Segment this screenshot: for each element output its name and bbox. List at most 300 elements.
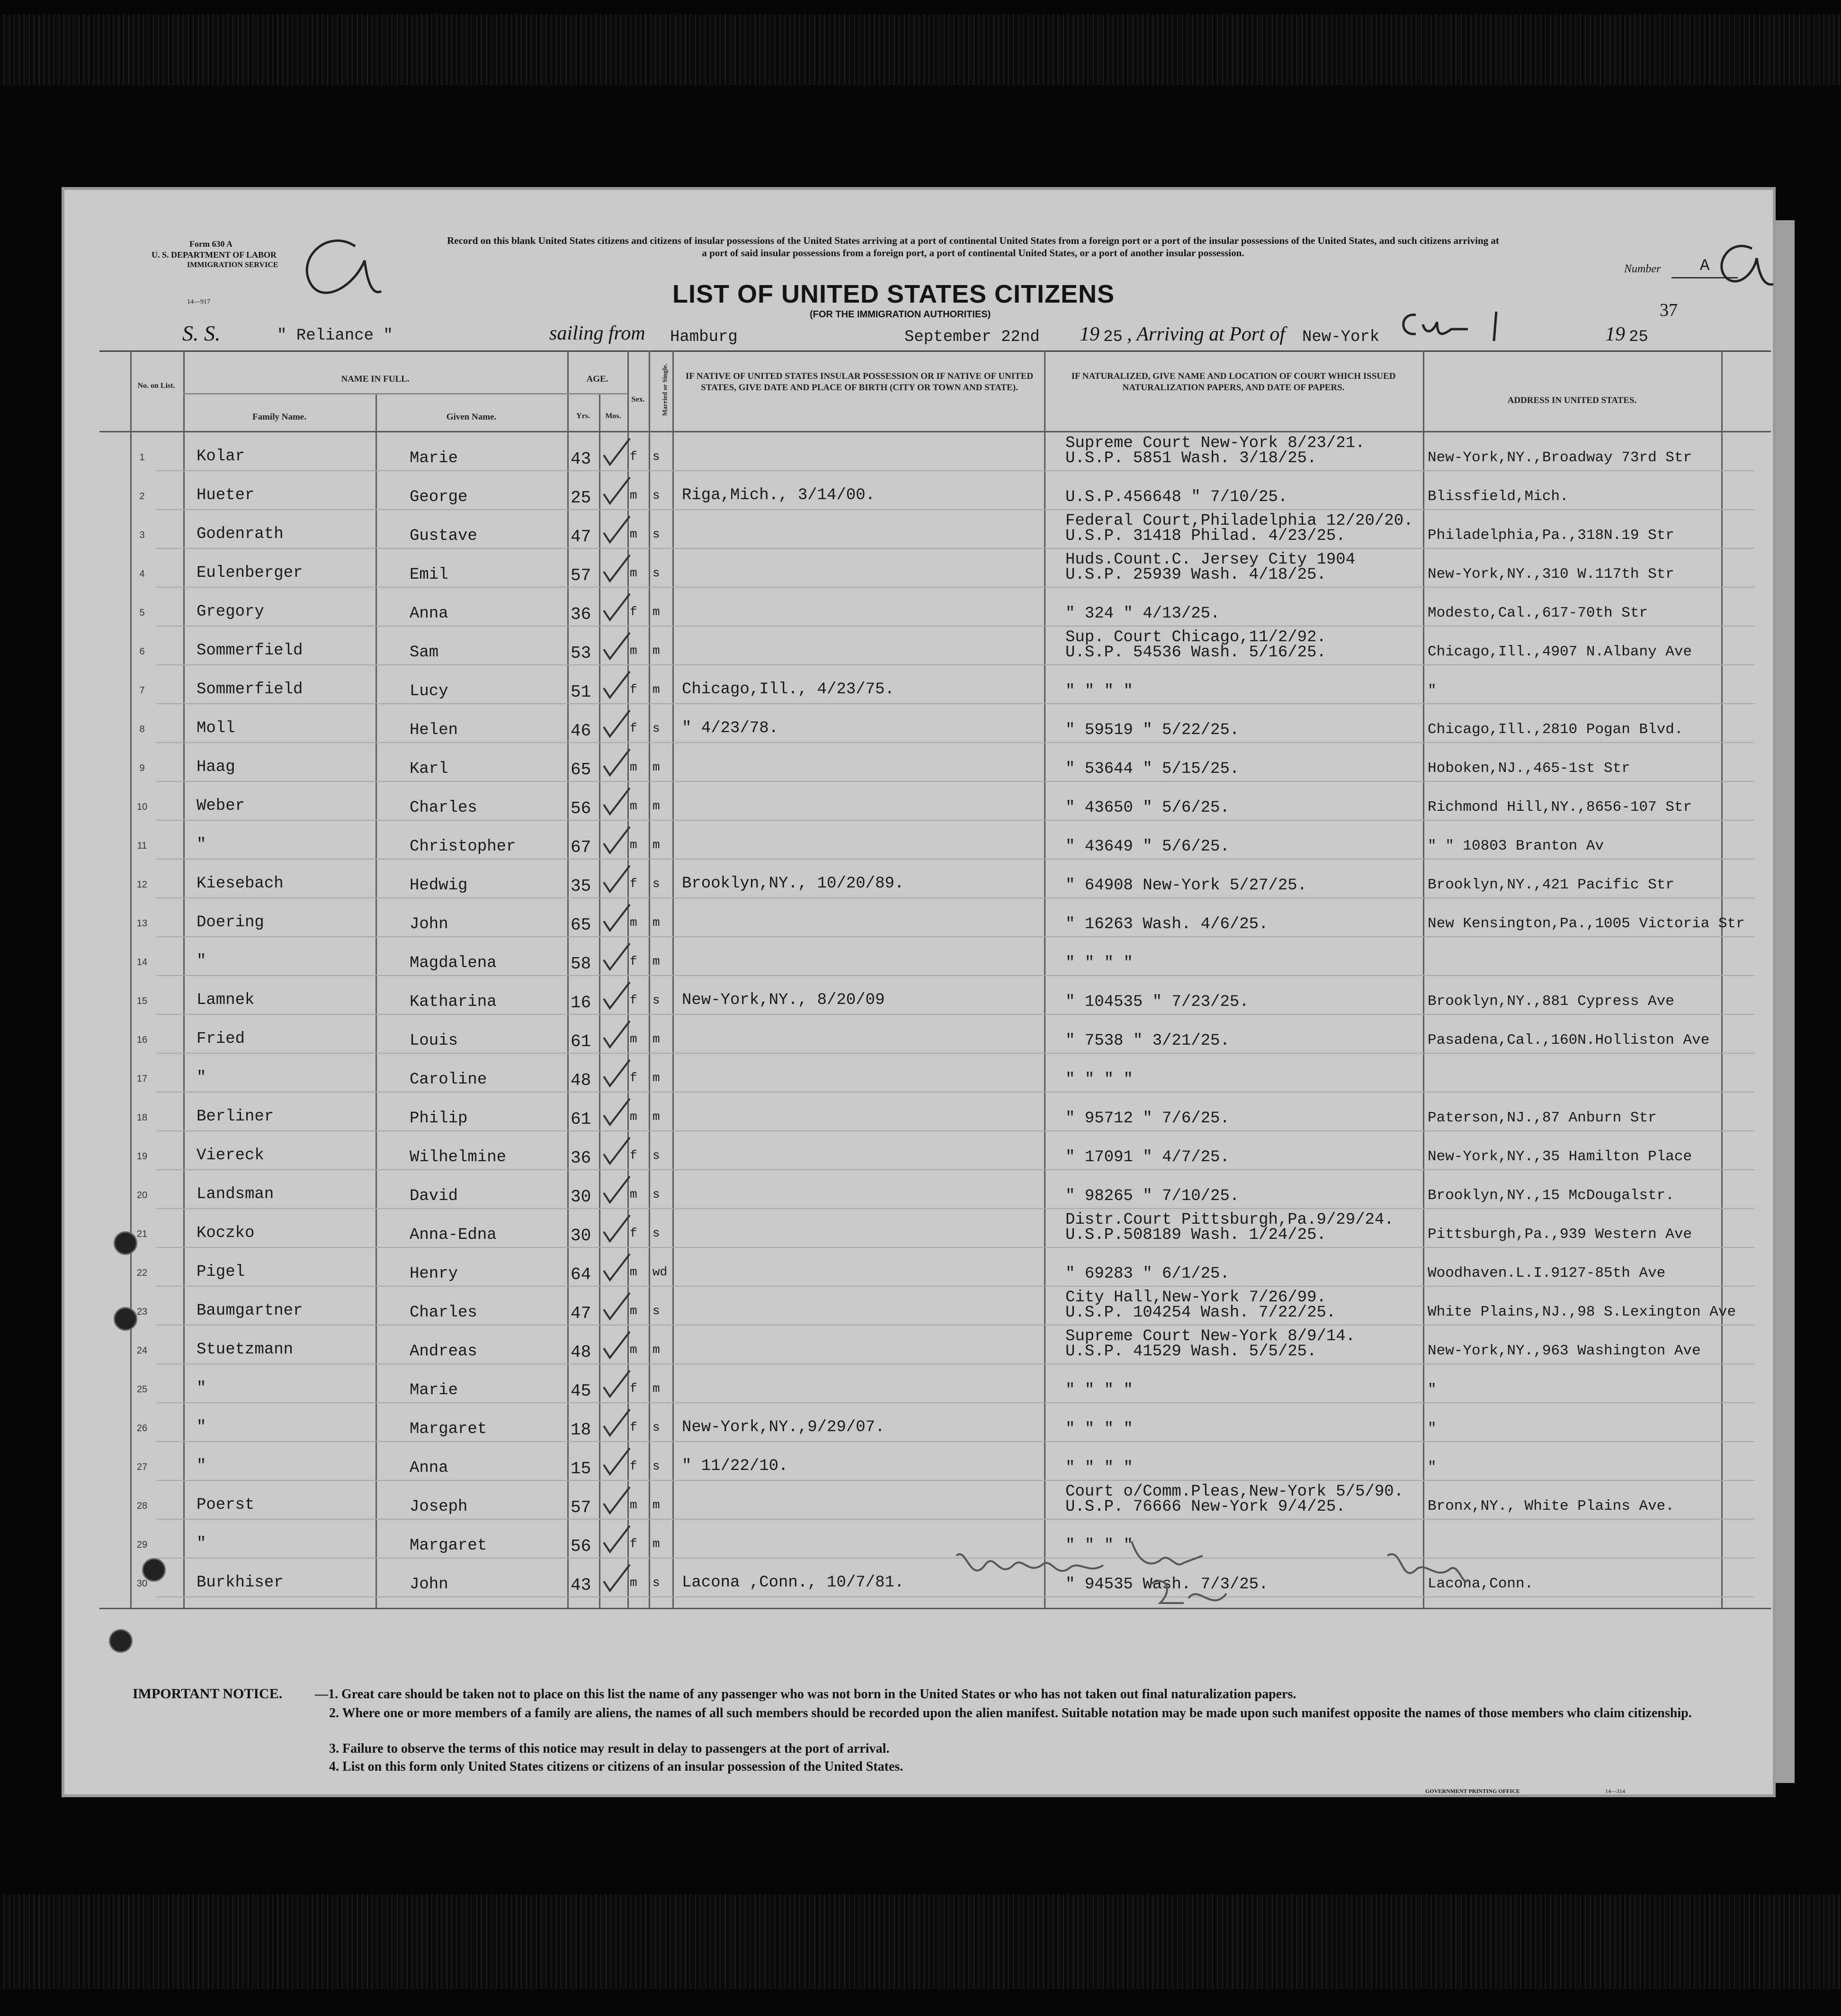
check-mark (601, 1329, 635, 1362)
sex: f (630, 1381, 637, 1396)
us-address: Philadelphia,Pa.,318N.19 Str (1428, 527, 1674, 544)
family-name: Kolar (197, 448, 245, 466)
check-mark (601, 669, 635, 702)
printing-office: GOVERNMENT PRINTING OFFICE (1425, 1788, 1520, 1794)
page-number: 37 (1660, 300, 1678, 320)
row-number: 4 (139, 569, 145, 579)
col-rule-address (1423, 350, 1424, 1608)
col-address: ADDRESS IN UNITED STATES. (1507, 395, 1637, 405)
row-rule (156, 1363, 1754, 1364)
row-rule (156, 1519, 1754, 1520)
us-address: New Kensington,Pa.,1005 Victoria Str (1428, 915, 1745, 932)
marital-status: m (652, 605, 660, 619)
year-prefix-to: 19 (1605, 323, 1625, 345)
naturalization-papers: U.S.P. 76666 New-York 9/4/25. (1065, 1498, 1346, 1516)
row-number: 12 (136, 879, 148, 890)
row-number: 26 (136, 1423, 148, 1434)
us-address: Chicago,Ill.,4907 N.Albany Ave (1428, 644, 1692, 660)
marital-status: m (652, 1381, 660, 1396)
naturalization-court: Federal Court,Philadelphia 12/20/20. (1065, 512, 1413, 530)
sex: m (630, 1343, 637, 1357)
check-mark (601, 980, 635, 1013)
col-rule-given (375, 393, 377, 1608)
age-years: 16 (571, 993, 591, 1012)
inspector-signature (947, 1527, 1492, 1622)
given-name: Charles (410, 799, 477, 817)
department: U. S. DEPARTMENT OF LABOR (152, 250, 277, 260)
sex: f (630, 1420, 637, 1434)
naturalization-papers: " 43649 " 5/6/25. (1065, 838, 1230, 856)
col-name-in-full: NAME IN FULL. (341, 374, 410, 384)
row-number: 9 (139, 763, 145, 773)
age-years: 30 (571, 1187, 591, 1207)
sex: m (630, 488, 637, 502)
marital-status: m (652, 954, 660, 968)
naturalization-court: Supreme Court New-York 8/9/14. (1065, 1327, 1356, 1345)
age-years: 25 (571, 488, 591, 508)
row-number: 14 (136, 957, 148, 968)
marital-status: wd (652, 1265, 668, 1279)
sheet-edge (1776, 220, 1795, 1783)
row-number: 2 (139, 491, 145, 502)
naturalization-papers: U.S.P. 25939 Wash. 4/18/25. (1065, 566, 1326, 584)
row-number: 19 (136, 1151, 148, 1162)
naturalization-court: Court o/Comm.Pleas,New-York 5/5/90. (1065, 1483, 1404, 1501)
age-years: 56 (571, 1537, 591, 1556)
family-name: Fried (197, 1030, 245, 1048)
family-name: Kiesebach (197, 875, 284, 893)
age-years: 47 (571, 1304, 591, 1323)
date-from: September 22nd (904, 328, 1040, 346)
family-name: Gregory (197, 603, 264, 621)
sex: f (630, 605, 637, 619)
naturalization-papers: U.S.P. 41529 Wash. 5/5/25. (1065, 1343, 1317, 1361)
us-address: White Plains,NJ.,98 S.Lexington Ave (1428, 1304, 1736, 1320)
ss-label: S. S. (182, 321, 221, 345)
marital-status: s (652, 527, 660, 541)
family-name: Lamnek (197, 991, 255, 1009)
family-name: " (197, 1535, 206, 1553)
age-years: 36 (571, 605, 591, 624)
manifest-sheet (62, 187, 1776, 1797)
row-number: 30 (136, 1578, 148, 1589)
us-address: Pasadena,Cal.,160N.Holliston Ave (1428, 1032, 1710, 1048)
naturalization-papers: " " " " (1065, 1420, 1133, 1438)
marital-status: m (652, 915, 660, 930)
sex: f (630, 993, 637, 1007)
us-address: " (1428, 1420, 1437, 1437)
row-rule (156, 1130, 1754, 1131)
col-married-single: Married or Single. (661, 363, 669, 416)
row-rule (156, 703, 1754, 704)
us-address: Lacona,Conn. (1428, 1576, 1534, 1592)
marital-status: m (652, 1032, 660, 1046)
naturalization-papers: " " " " (1065, 954, 1133, 972)
age-years: 43 (571, 1576, 591, 1595)
us-address: Blissfield,Mich. (1428, 488, 1569, 505)
given-name: Andreas (410, 1343, 477, 1361)
family-name: " (197, 1069, 206, 1087)
binder-hole (142, 1558, 166, 1582)
form-title: LIST OF UNITED STATES CITIZENS (672, 280, 1115, 308)
age-years: 61 (571, 1110, 591, 1129)
given-name: Caroline (410, 1071, 487, 1089)
age-years: 35 (571, 877, 591, 896)
row-number: 6 (139, 646, 145, 657)
given-name: Anna-Edna (410, 1226, 497, 1244)
birth-place-date: Brooklyn,NY., 10/20/89. (682, 875, 904, 893)
row-number: 5 (139, 608, 145, 618)
age-years: 53 (571, 644, 591, 663)
family-name: " (197, 1380, 206, 1398)
form-subtitle: (FOR THE IMMIGRATION AUTHORITIES) (810, 309, 991, 320)
row-number: 27 (136, 1462, 148, 1472)
given-name: Charles (410, 1304, 477, 1322)
given-name: Magdalena (410, 954, 497, 972)
row-rule (156, 548, 1754, 549)
age-years: 47 (571, 527, 591, 547)
col-yrs: Yrs. (576, 412, 590, 420)
family-name: Hueter (197, 486, 255, 504)
row-rule (156, 936, 1754, 937)
col-rule-birth (672, 350, 674, 1608)
naturalization-papers: " 324 " 4/13/25. (1065, 605, 1220, 623)
marital-status: m (652, 1071, 660, 1085)
family-name: " (197, 952, 206, 970)
year-from: 25 (1103, 328, 1123, 346)
given-name: Sam (410, 644, 439, 662)
naturalization-papers: " " " " (1065, 1381, 1133, 1399)
marital-status: m (652, 1110, 660, 1124)
marital-status: s (652, 1420, 660, 1434)
us-address: New-York,NY.,Broadway 73rd Str (1428, 449, 1692, 466)
us-address: " " 10803 Branton Av (1428, 838, 1604, 854)
given-name: David (410, 1187, 458, 1205)
naturalization-papers: " 7538 " 3/21/25. (1065, 1032, 1230, 1050)
sex: f (630, 1226, 637, 1240)
number-value: A (1700, 257, 1710, 275)
given-name: Christopher (410, 838, 516, 856)
age-years: 57 (571, 566, 591, 585)
row-rule (156, 509, 1754, 510)
year-to: 25 (1629, 328, 1648, 346)
row-rule (156, 1014, 1754, 1015)
naturalization-court: City Hall,New-York 7/26/99. (1065, 1289, 1326, 1307)
sex: m (630, 1498, 637, 1512)
row-number: 11 (137, 841, 147, 851)
us-address: New-York,NY.,310 W.117th Str (1428, 566, 1674, 582)
us-address: Brooklyn,NY.,421 Pacific Str (1428, 877, 1674, 893)
naturalization-papers: " " " " (1065, 1459, 1133, 1477)
family-name: Weber (197, 797, 245, 815)
check-mark (601, 514, 635, 547)
given-name: George (410, 488, 468, 506)
row-number: 25 (136, 1384, 148, 1395)
naturalization-papers: U.S.P. 5851 Wash. 3/18/25. (1065, 449, 1317, 467)
binder-hole (114, 1307, 137, 1331)
sailing-from-label: sailing from (549, 323, 645, 344)
naturalization-papers: " 69283 " 6/1/25. (1065, 1265, 1230, 1283)
age-years: 64 (571, 1265, 591, 1284)
marital-status: m (652, 799, 660, 813)
row-number: 7 (139, 685, 145, 696)
check-mark (601, 941, 635, 974)
row-number: 28 (136, 1501, 148, 1511)
marital-status: s (652, 721, 660, 735)
record-note: Record on this blank United States citizens and citizens of insular possessions of the United States arriving at a port of continental United States from a foreign port or a port of the insular possessions of the United States, and such citizens arriving at a port of said insular possessions from a foreign port, a port of continental United States, or a port of another insular possession. (447, 235, 1499, 259)
sex: m (630, 1032, 637, 1046)
col-no: No. on List. (137, 382, 175, 390)
row-number: 20 (136, 1190, 148, 1201)
check-mark (601, 591, 635, 625)
naturalization-papers: U.S.P. 54536 Wash. 5/16/25. (1065, 644, 1326, 662)
naturalization-papers: " " " " (1065, 1537, 1133, 1555)
row-rule (156, 1169, 1754, 1170)
check-mark (601, 553, 635, 586)
sex: f (630, 1071, 637, 1085)
notice-item-3: 3. Failure to observe the terms of this notice may result in delay to passengers at the port of arrival. (329, 1741, 890, 1756)
sex: f (630, 877, 637, 891)
marital-status: s (652, 1148, 660, 1163)
row-number: 21 (136, 1229, 148, 1239)
row-number: 23 (136, 1307, 148, 1317)
year-prefix-from: 19 (1080, 323, 1099, 345)
marital-status: s (652, 993, 660, 1007)
binder-hole (114, 1231, 137, 1255)
handwritten-letter-a (284, 232, 384, 303)
family-name: Berliner (197, 1108, 274, 1126)
sex: f (630, 721, 637, 735)
age-years: 18 (571, 1420, 591, 1440)
naturalization-papers: " 17091 " 4/7/25. (1065, 1148, 1230, 1166)
row-rule (156, 1092, 1754, 1093)
naturalization-papers: " 53644 " 5/15/25. (1065, 760, 1240, 778)
us-address: " (1428, 1459, 1437, 1476)
marital-status: m (652, 682, 660, 697)
row-rule (156, 1247, 1754, 1248)
us-address: Richmond Hill,NY.,8656-107 Str (1428, 799, 1692, 815)
naturalization-court: Sup. Court Chicago,11/2/92. (1065, 628, 1326, 646)
row-number: 17 (136, 1074, 148, 1084)
check-mark (601, 1019, 635, 1052)
row-number: 3 (139, 530, 145, 540)
sex: m (630, 915, 637, 930)
age-years: 51 (571, 682, 591, 702)
us-address: " (1428, 1381, 1437, 1398)
sex: m (630, 799, 637, 813)
birth-place-date: New-York,NY., 8/20/09 (682, 991, 885, 1009)
check-mark (601, 1174, 635, 1207)
age-years: 45 (571, 1381, 591, 1401)
sex: m (630, 1265, 637, 1279)
print-code: 14—314 (1605, 1788, 1625, 1794)
sex: m (630, 644, 637, 658)
col-naturalized: IF NATURALIZED, GIVE NAME AND LOCATION OF COURT WHICH ISSUED NATURALIZATION PAPERS, AND DATE OF PAPERS. (1071, 371, 1396, 393)
form-number: Form 630 A (189, 239, 232, 249)
row-number: 8 (139, 724, 145, 735)
col-birth: IF NATIVE OF UNITED STATES INSULAR POSSESSION OR IF NATIVE OF UNITED STATES, GIVE DATE AND PLACE OF BIRTH (CITY OR TOWN AND STATE). (685, 371, 1034, 393)
family-name: " (197, 836, 206, 854)
col-rule-right (1721, 350, 1723, 1608)
row-rule (156, 470, 1754, 471)
marital-status: m (652, 1537, 660, 1551)
age-years: 43 (571, 449, 591, 469)
col-age: AGE. (586, 374, 608, 384)
check-mark (601, 630, 635, 663)
given-name: Wilhelmine (410, 1148, 507, 1166)
sex: f (630, 1537, 637, 1551)
row-rule (156, 1208, 1754, 1209)
age-years: 65 (571, 915, 591, 935)
scan-border-bottom (0, 1894, 1841, 1989)
marital-status: s (652, 1459, 660, 1473)
given-name: Philip (410, 1110, 468, 1128)
ship-name: " Reliance " (277, 327, 393, 345)
family-name: Koczko (197, 1224, 255, 1242)
naturalization-papers: " 64908 New-York 5/27/25. (1065, 877, 1307, 895)
naturalization-papers: U.S.P. 104254 Wash. 7/22/25. (1065, 1304, 1336, 1322)
port-from: Hamburg (670, 328, 738, 346)
row-number: 18 (136, 1112, 148, 1123)
check-mark (601, 1290, 635, 1324)
sex: m (630, 760, 637, 774)
row-rule (156, 1480, 1754, 1481)
notice-item-1: —1. Great care should be taken not to place on this list the name of any passenger who was not born in the United States or who has not taken out final naturalization papers. (315, 1687, 1296, 1702)
check-mark (601, 1446, 635, 1479)
check-mark (601, 786, 635, 819)
row-rule (156, 664, 1754, 665)
marital-status: s (652, 1187, 660, 1201)
marital-status: s (652, 1304, 660, 1318)
us-address: Hoboken,NJ.,465-1st Str (1428, 760, 1630, 777)
sex: f (630, 1459, 637, 1473)
col-family-name: Family Name. (252, 412, 306, 422)
given-name: Emil (410, 566, 448, 584)
col-mos: Mos. (605, 412, 621, 420)
marital-status: m (652, 1498, 660, 1512)
birth-place-date: " 4/23/78. (682, 719, 779, 737)
naturalization-papers: " 16263 Wash. 4/6/25. (1065, 915, 1269, 933)
given-name: Henry (410, 1265, 458, 1283)
check-mark (601, 902, 635, 935)
marital-status: s (652, 449, 660, 464)
birth-place-date: New-York,NY.,9/29/07. (682, 1418, 885, 1436)
marital-status: m (652, 760, 660, 774)
check-mark (601, 1135, 635, 1168)
us-address: Brooklyn,NY.,881 Cypress Ave (1428, 993, 1674, 1010)
notice-item-4: 4. List on this form only United States citizens or citizens of an insular possession of the United States. (329, 1759, 903, 1774)
age-years: 56 (571, 799, 591, 818)
naturalization-papers: U.S.P.508189 Wash. 1/24/25. (1065, 1226, 1326, 1244)
sex: m (630, 566, 637, 580)
us-address: Bronx,NY., White Plains Ave. (1428, 1498, 1674, 1514)
arriving-label: , Arriving at Port of (1127, 323, 1286, 345)
check-mark (601, 708, 635, 741)
row-rule (156, 975, 1754, 976)
family-name: Eulenberger (197, 564, 303, 582)
us-address: Brooklyn,NY.,15 McDougalstr. (1428, 1187, 1674, 1204)
row-number: 16 (136, 1035, 148, 1045)
row-rule (156, 587, 1754, 588)
check-mark (601, 863, 635, 896)
given-name: Anna (410, 605, 448, 623)
birth-place-date: Lacona ,Conn., 10/7/81. (682, 1574, 904, 1592)
table-bottom-rule (99, 1608, 1771, 1609)
check-mark (601, 747, 635, 780)
col-rule-age (567, 350, 569, 1608)
sex: m (630, 1187, 637, 1201)
naturalization-court: Distr.Court Pittsburgh,Pa.9/29/24. (1065, 1211, 1394, 1229)
naturalization-papers: " 98265 " 7/10/25. (1065, 1187, 1240, 1205)
handwritten-number-a (1709, 239, 1776, 296)
sex: f (630, 682, 637, 697)
sex: f (630, 954, 637, 968)
number-label: Number (1624, 263, 1661, 275)
us-address: Woodhaven.L.I.9127-85th Ave (1428, 1265, 1666, 1281)
family-name: Sommerfield (197, 681, 303, 699)
birth-place-date: Chicago,Ill., 4/23/75. (682, 681, 894, 699)
row-rule (156, 1402, 1754, 1403)
family-name: Stuetzmann (197, 1341, 294, 1359)
sex: f (630, 449, 637, 464)
marital-status: m (652, 838, 660, 852)
given-name: John (410, 1576, 448, 1594)
age-years: 58 (571, 954, 591, 974)
row-number: 1 (139, 452, 145, 463)
table-header-rule (99, 431, 1771, 432)
given-name: Hedwig (410, 877, 468, 895)
row-rule (156, 742, 1754, 743)
row-number: 22 (136, 1268, 148, 1278)
col-sex: Sex. (631, 395, 645, 403)
family-name: Landsman (197, 1185, 274, 1203)
row-rule (156, 1053, 1754, 1054)
row-rule (156, 626, 1754, 627)
table-top-rule (99, 350, 1771, 352)
port-to: New-York (1302, 328, 1380, 346)
given-name: Margaret (410, 1537, 487, 1555)
sex: m (630, 1304, 637, 1318)
binder-hole (109, 1629, 133, 1653)
form-code: 14—917 (187, 298, 210, 305)
family-name: Burkhiser (197, 1574, 284, 1592)
col-rule-ms (649, 350, 650, 1608)
row-rule (156, 859, 1754, 860)
family-name: Viereck (197, 1147, 264, 1165)
check-mark (601, 1252, 635, 1285)
marital-status: s (652, 566, 660, 580)
us-address: New-York,NY.,35 Hamilton Place (1428, 1148, 1692, 1165)
naturalization-papers: U.S.P. 31418 Philad. 4/23/25. (1065, 527, 1346, 545)
marital-status: s (652, 877, 660, 891)
col-rule-family (183, 350, 185, 1608)
given-name: Margaret (410, 1420, 487, 1438)
col-rule-no (130, 350, 132, 1608)
given-name: Lucy (410, 682, 448, 700)
col-rule-mos (599, 393, 600, 1608)
sex: m (630, 1576, 637, 1590)
check-mark (601, 1096, 635, 1129)
age-years: 48 (571, 1071, 591, 1090)
row-rule (156, 820, 1754, 821)
marital-status: s (652, 1226, 660, 1240)
age-years: 67 (571, 838, 591, 857)
row-number: 10 (136, 802, 148, 812)
given-name: Marie (410, 449, 458, 467)
check-mark (601, 1485, 635, 1518)
sex: m (630, 838, 637, 852)
naturalization-papers: " 104535 " 7/23/25. (1065, 993, 1249, 1011)
